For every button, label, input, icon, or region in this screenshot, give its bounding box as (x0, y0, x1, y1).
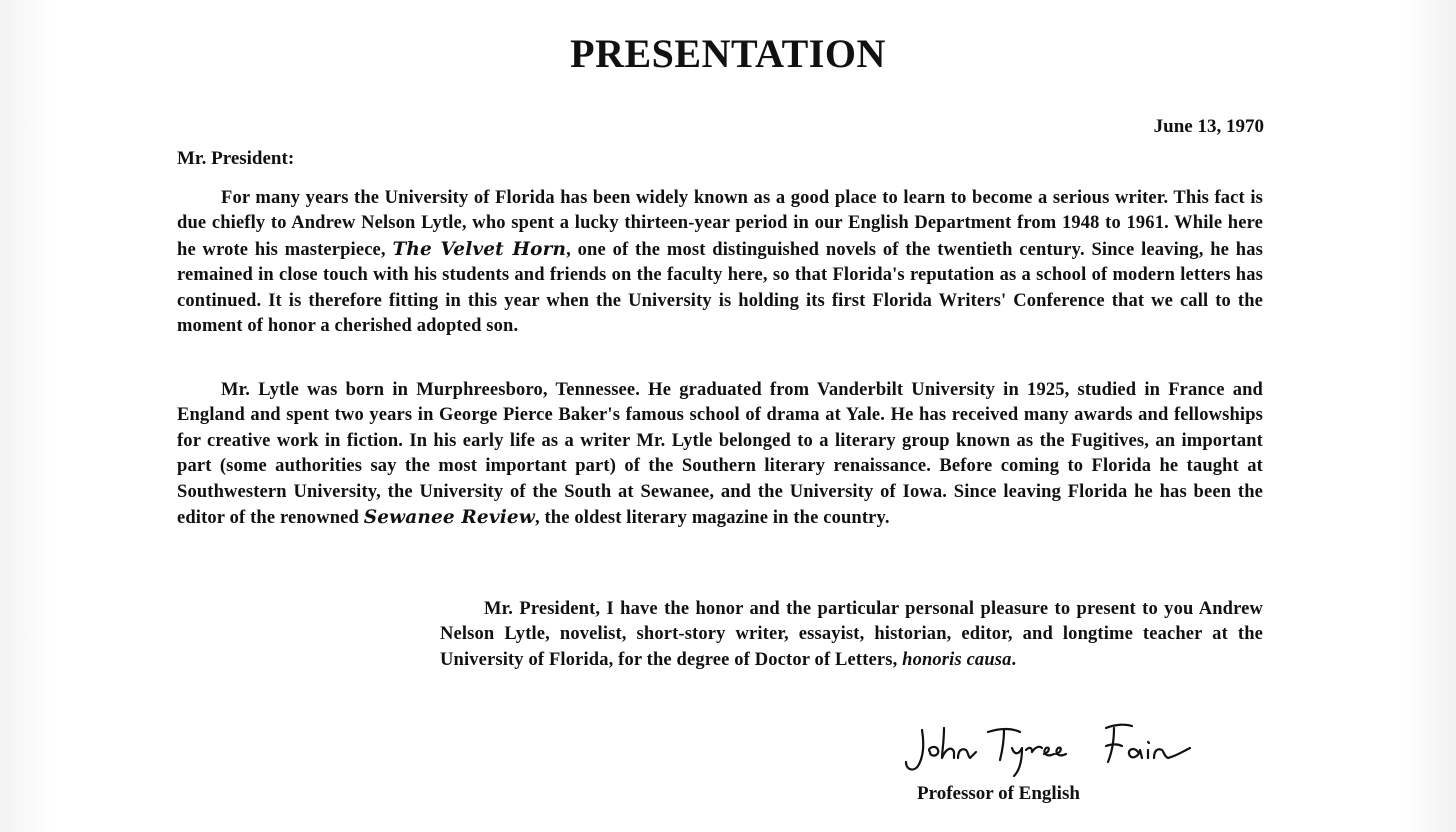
paragraph-1-text-b: , one of the most distinguished novels of the twentieth century. Since leaving, he has remained in close touch with his students and friends on the faculty here, so that Florida's reputation as a school of modern letters has continued. It is therefore fitting in this year when the University is holding its first Florida Writers' Conference that we call to the moment of honor a cherished adopted son. (177, 239, 1263, 337)
salutation: Mr. President: (177, 148, 295, 169)
paragraph-2 (177, 378, 1263, 531)
paragraph-3-text-b: . (1011, 649, 1017, 670)
signatory-title: Professor of English (917, 783, 1080, 804)
paragraph-3-text-a: Mr. President, I have the honor and the particular personal pleasure to present to you Andrew Nelson Lytle, novelist, short-story writer, essayist, historian, editor, and longtime teacher at the University of Florida, for the degree of Doctor of Letters, (440, 599, 1263, 670)
paragraph-3 (440, 597, 1263, 673)
scan-edge-left (0, 0, 52, 832)
handwritten-signature (900, 712, 1220, 784)
paragraph-2-text-b: , the oldest literary magazine in the country. (534, 508, 890, 529)
journal-title: Sewanee Review (363, 507, 535, 529)
scan-edge-right (1404, 0, 1456, 832)
paragraph-1 (177, 186, 1263, 339)
paragraph-2-text-a: Mr. Lytle was born in Murphreesboro, Tennessee. He graduated from Vanderbilt University in 1925, studied in France and England and spent two years in George Pierce Baker's famous school of drama at Yale. He has received many awards and fellowships for creative work in fiction. In his early life as a writer Mr. Lytle belonged to a literary group known as the Fugitives, an important part (some authorities say the most important part) of the Southern literary renaissance. Before coming to Florida he taught at Southwestern University, the University of the South at Sewanee, and the University of Iowa. Since leaving Florida he has been the editor of the renowned (177, 380, 1263, 529)
latin-phrase: honoris causa (902, 649, 1012, 670)
letter-date: June 13, 1970 (1153, 116, 1264, 137)
paragraph-1-text-a: For many years the University of Florida has been widely known as a good place to learn to become a serious writer. This fact is due chiefly to Andrew Nelson Lytle, who spent a lucky thirteen-year period in our English Department from 1948 to 1961. While here he wrote his masterpiece, (177, 188, 1263, 260)
book-title: The Velvet Horn (392, 238, 567, 260)
signature-image (900, 712, 1220, 784)
page-title: PRESENTATION (570, 31, 886, 76)
